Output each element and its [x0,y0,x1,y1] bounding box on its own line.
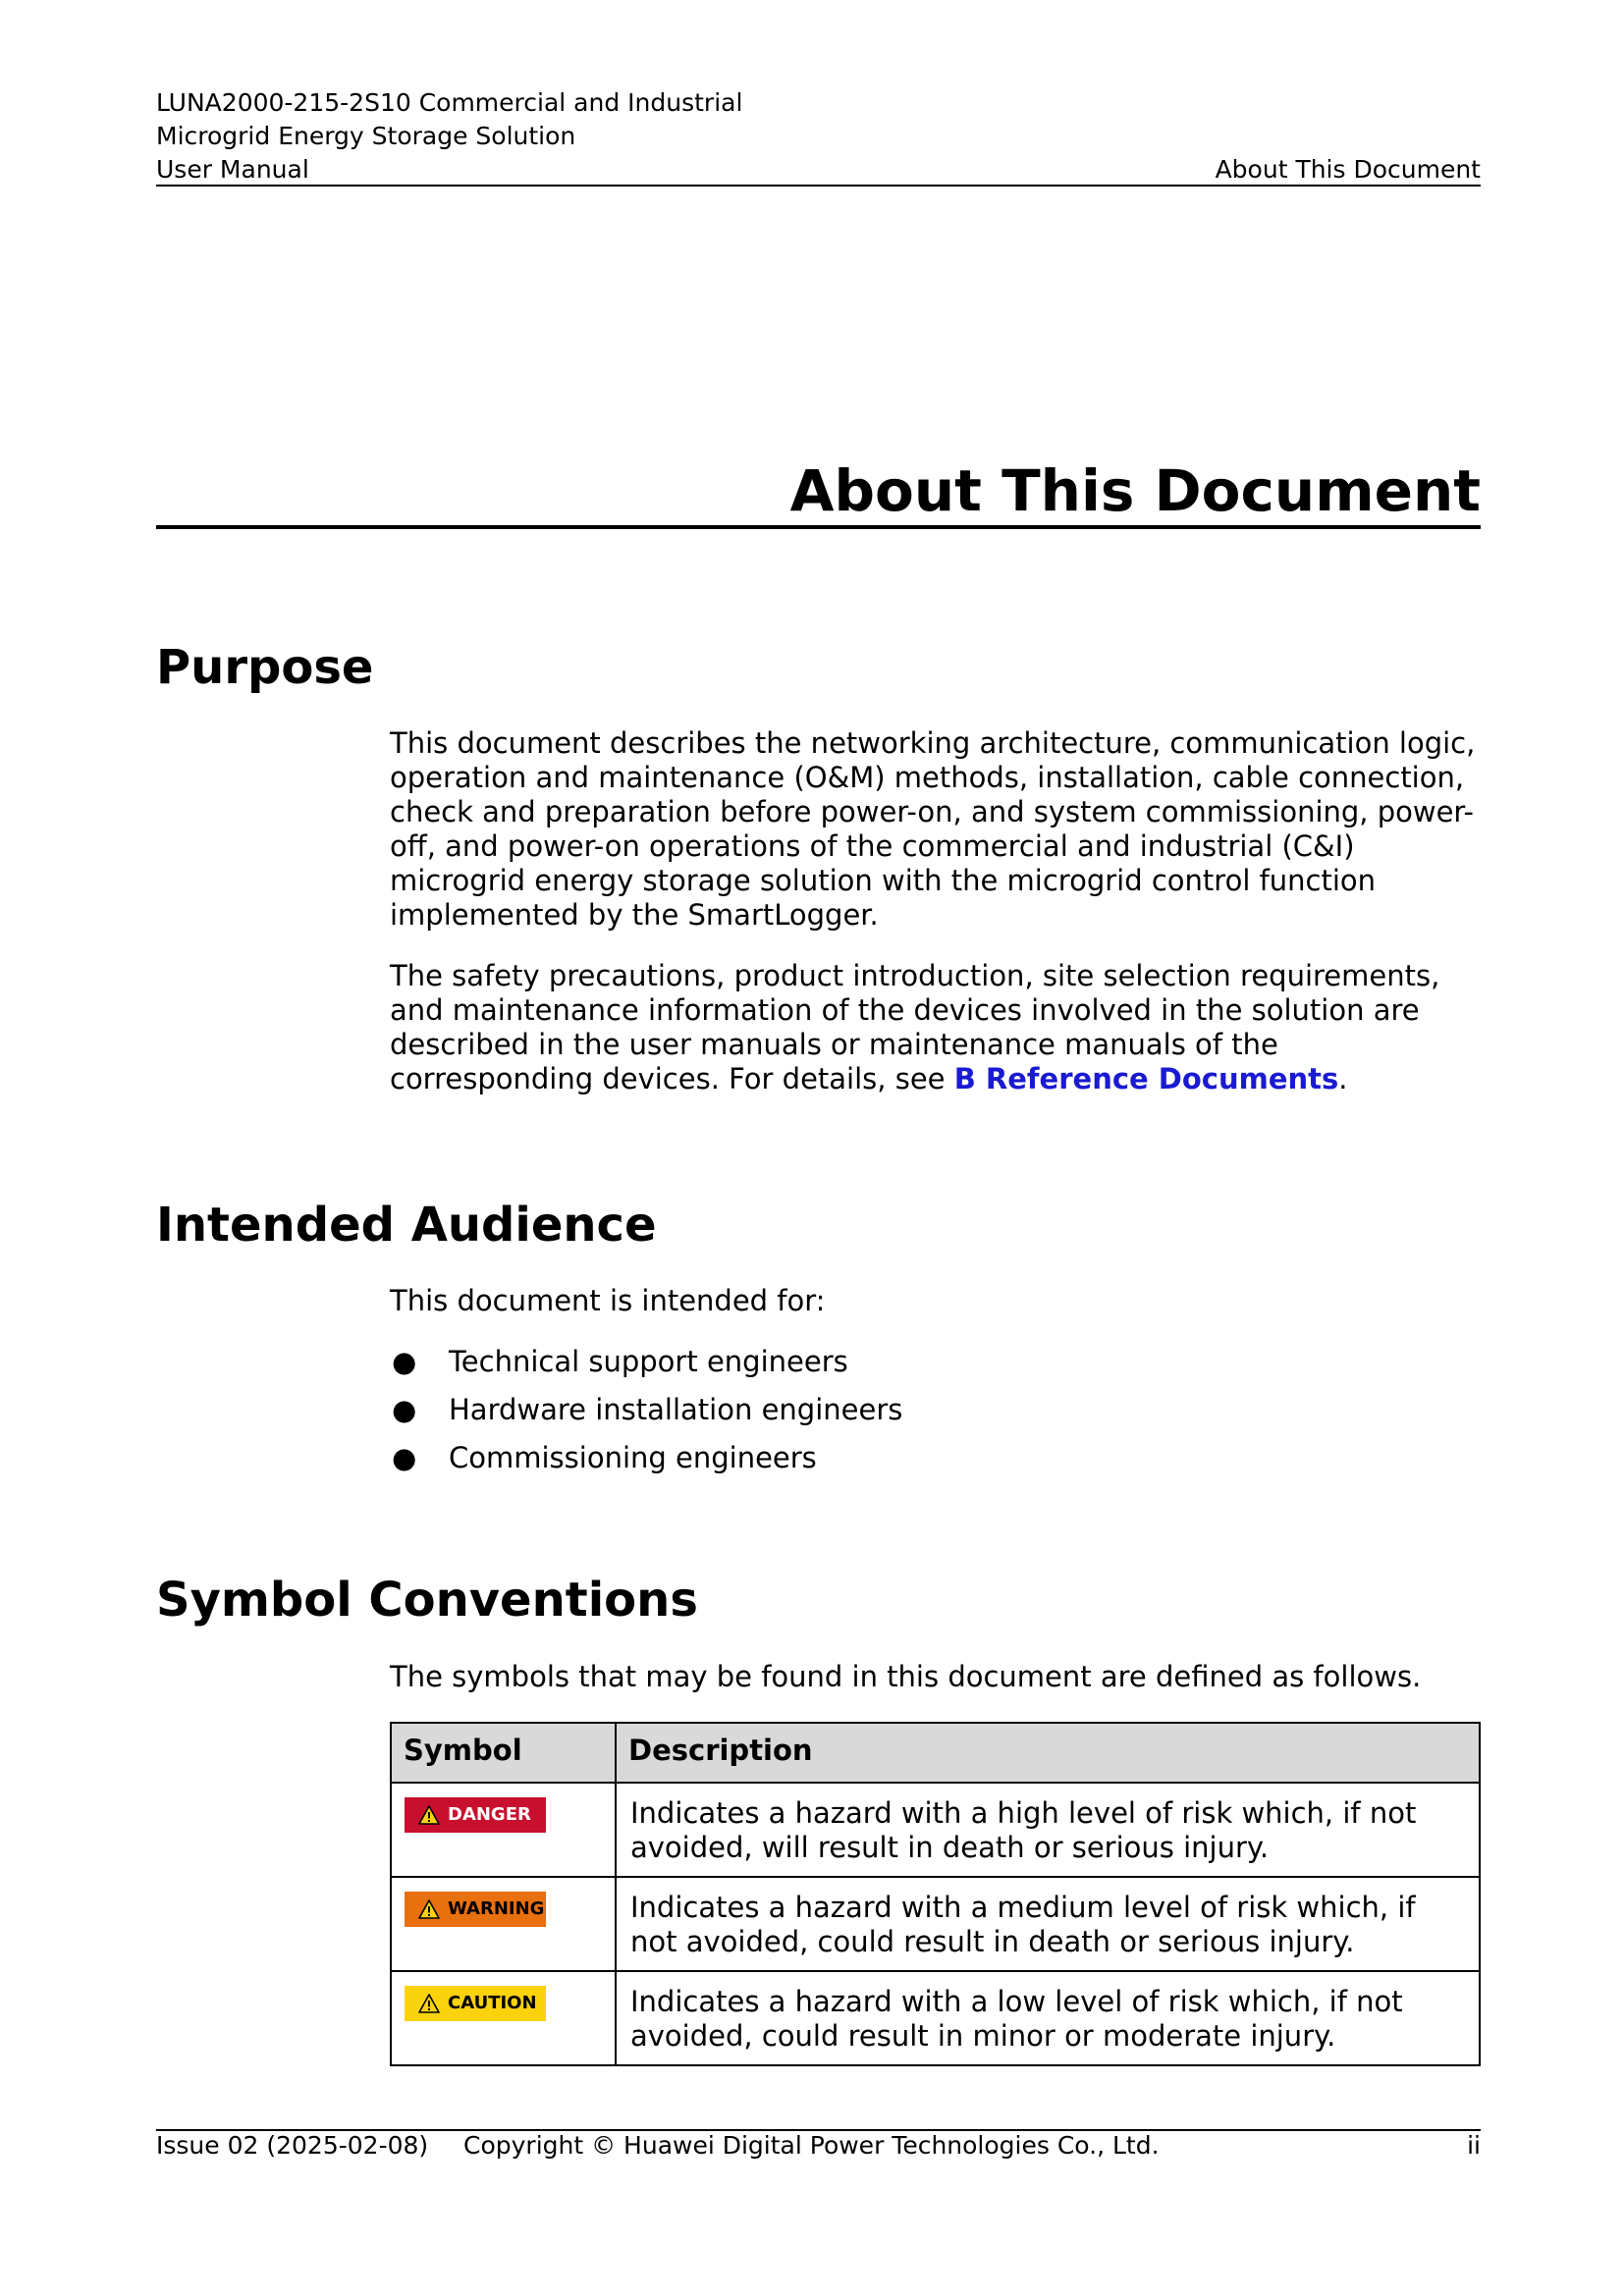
audience-list [390,1345,1481,1489]
badge-label: DANGER [448,1804,531,1825]
list-item [390,1393,1481,1441]
header-divider [156,185,1481,187]
purpose-paragraph-2 [390,959,1481,1096]
list-item [390,1345,1481,1393]
table-header-row [391,1723,1480,1783]
footer-page-number: ii [1467,2131,1481,2160]
chapter-title-rule [156,525,1481,529]
intended-audience-heading: Intended Audience [156,1198,657,1253]
caution-badge [405,1986,546,2021]
header-product-line-2: Microgrid Energy Storage Solution [156,122,576,150]
reference-documents-link[interactable]: B Reference Documents [953,1062,1339,1095]
header-manual-type: User Manual [156,155,309,184]
audience-intro: This document is intended for: [390,1284,826,1317]
column-header-description: Description [616,1723,1480,1783]
warning-triangle-icon [418,1899,440,1919]
footer-issue: Issue 02 (2025-02-08) [156,2131,429,2160]
running-footer [156,2129,1481,2163]
warning-triangle-icon [418,1994,440,2013]
symbol-cell [391,1783,616,1877]
table-row [391,1971,1480,2065]
chapter-title: About This Document [789,457,1481,524]
list-item-text: Hardware installation engineers [449,1393,903,1426]
header-product-line-1: LUNA2000-215-2S10 Commercial and Industrial [156,88,743,117]
badge-label: WARNING [448,1898,545,1919]
purpose-paragraph-1: This document describes the networking architecture, communication logic, operation and maintenance (O&M) methods, installation, cable connection, check and preparation before power-on, and system commissioning, power-off, and power-on operations of the commercial and industrial (C&I) microgrid energy storage solution with the microgrid control function implemented by the SmartLogger. [390,726,1476,932]
symbol-table [390,1722,1481,2066]
audience-body [390,1284,1481,1489]
symbol-cell [391,1877,616,1971]
table-row [391,1783,1480,1877]
purpose-body [390,726,1481,1096]
footer-copyright: Copyright © Huawei Digital Power Technologies Co., Ltd. [463,2131,1160,2160]
symbols-intro: The symbols that may be found in this document are defined as follows. [390,1660,1422,1693]
list-item-text: Commissioning engineers [449,1441,817,1474]
danger-badge [405,1797,546,1833]
purpose-paragraph-2-text: The safety precautions, product introduction, site selection requirements, and maintenance information of the devices involved in the solution are described in the user manuals or maintenance manuals of the corresponding devices. For details, see [390,959,1440,1095]
warning-badge [405,1892,546,1927]
warning-triangle-icon [418,1805,440,1825]
table-row [391,1877,1480,1971]
bullet-icon: ● [392,1393,417,1426]
running-header [156,86,1481,187]
purpose-paragraph-2-end: . [1338,1062,1348,1095]
header-section-name: About This Document [1215,155,1481,184]
column-header-symbol: Symbol [391,1723,616,1783]
list-item-text: Technical support engineers [449,1345,848,1378]
bullet-icon: ● [392,1441,417,1474]
purpose-heading: Purpose [156,640,374,695]
list-item [390,1441,1481,1489]
symbol-cell [391,1971,616,2065]
description-cell: Indicates a hazard with a high level of risk which, if not avoided, will result in death or serious injury. [616,1783,1480,1877]
bullet-icon: ● [392,1345,417,1378]
description-cell: Indicates a hazard with a low level of risk which, if not avoided, could result in minor or moderate injury. [616,1971,1480,2065]
description-cell: Indicates a hazard with a medium level of risk which, if not avoided, could result in death or serious injury. [616,1877,1480,1971]
symbol-conventions-heading: Symbol Conventions [156,1573,698,1628]
badge-label: CAUTION [448,1993,537,2013]
